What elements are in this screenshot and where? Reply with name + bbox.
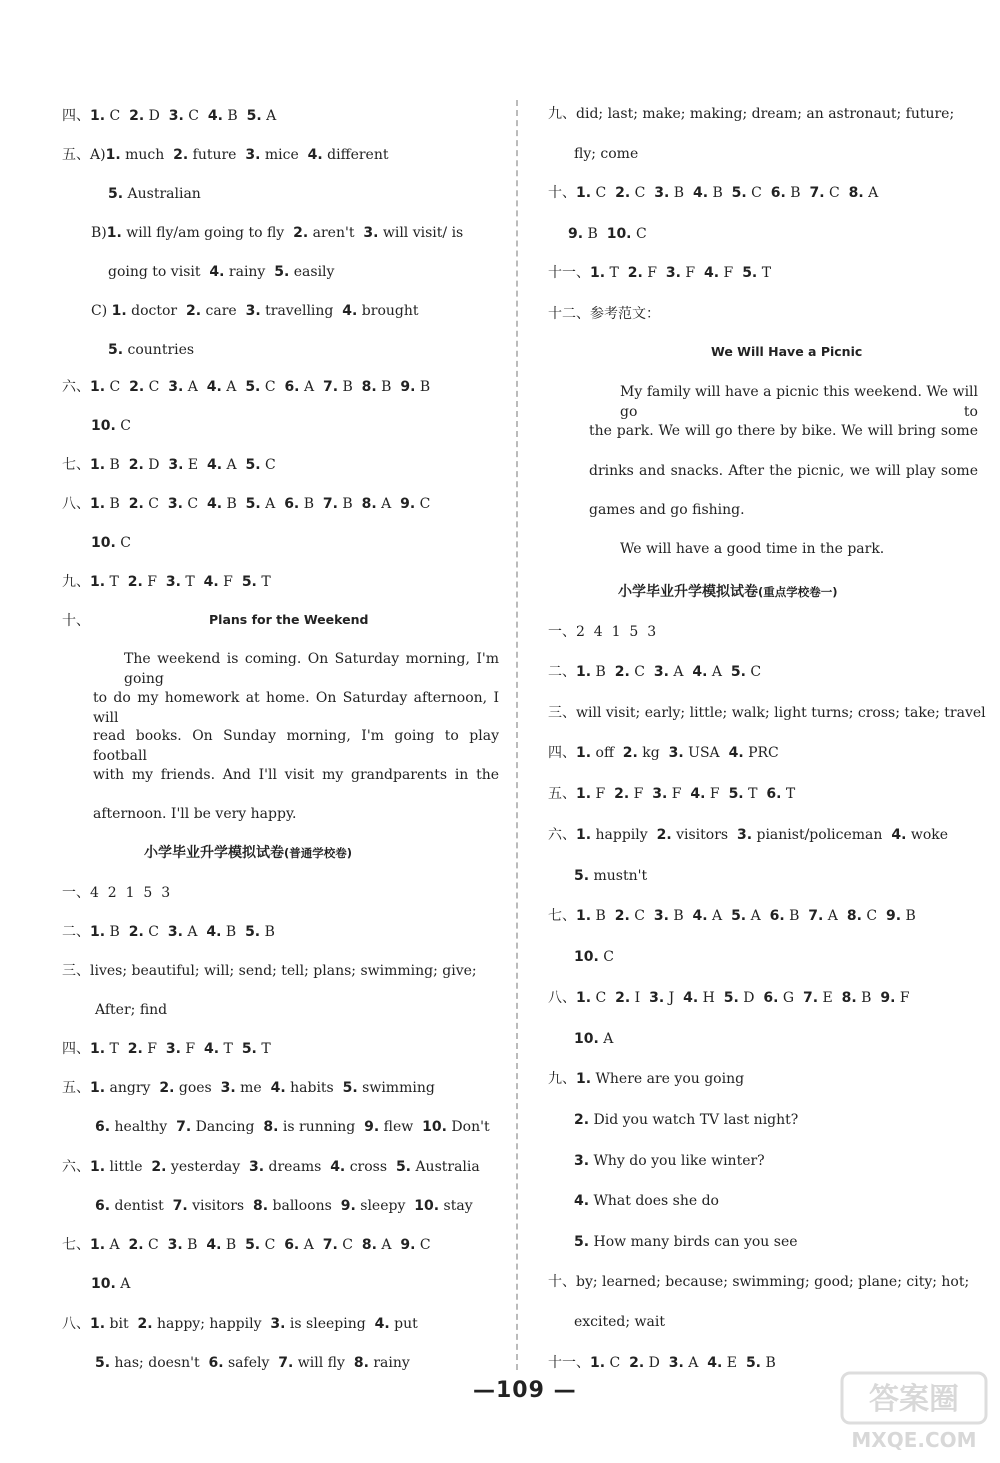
essay-line: We will have a good time in the park.	[620, 541, 885, 557]
answer-line: 6. dentist 7. visitors 8. balloons 9. sleepy 10. stay	[95, 1198, 473, 1214]
answer-line: 4. What does she do	[574, 1193, 719, 1209]
answer-line: 七、1. B 2. C 3. B 4. A 5. A 6. B 7. A 8. C 9. B	[548, 908, 916, 924]
answer-line: 十、1. C 2. C 3. B 4. B 5. C 6. B 7. C 8. A	[548, 185, 879, 201]
essay-title: We Will Have a Picnic	[711, 344, 863, 359]
answer-line: 5. How many birds can you see	[574, 1234, 798, 1250]
answer-line: 3. Why do you like winter?	[574, 1153, 765, 1169]
essay-title: Plans for the Weekend	[209, 612, 369, 627]
page-number: —109 —	[473, 1378, 577, 1403]
answer-line: 一、2 4 1 5 3	[548, 624, 657, 640]
answer-line: 10. A	[574, 1031, 614, 1047]
essay-line: games and go fishing.	[589, 502, 745, 518]
section-title: 小学毕业升学模拟试卷(重点学校卷一)	[618, 584, 838, 600]
essay-line: The weekend is coming. On Saturday morning, I'm going	[124, 651, 499, 687]
answer-line: going to visit 4. rainy 5. easily	[108, 264, 335, 280]
answer-line: 九、1. Where are you going	[548, 1071, 745, 1087]
answer-line: 七、1. B 2. D 3. E 4. A 5. C	[62, 457, 276, 473]
essay-line: read books. On Sunday morning, I'm going to play football	[93, 728, 499, 764]
answer-line: 十二、参考范文：	[548, 306, 660, 322]
answer-line: 六、1. happily 2. visitors 3. pianist/policeman 4. woke	[548, 827, 949, 843]
essay-line: My family will have a picnic this weekend. We will go to	[620, 384, 978, 420]
watermark-logo	[834, 1367, 994, 1457]
answer-line: B)1. will fly/am going to fly 2. aren't 3. will visit/ is	[91, 225, 464, 241]
answer-line: 6. healthy 7. Dancing 8. is running 9. flew 10. Don't	[95, 1119, 490, 1135]
answer-line: 10. C	[91, 418, 131, 434]
answer-line: C) 1. doctor 2. care 3. travelling 4. brought	[91, 303, 419, 319]
column-divider	[516, 100, 518, 1370]
svg-text:答案圈: 答案圈	[869, 1382, 959, 1417]
essay-line: drinks and snacks. After the picnic, we will play some	[589, 463, 978, 479]
answer-line: 八、1. C 2. I 3. J 4. H 5. D 6. G 7. E 8. B 9. F	[548, 990, 910, 1006]
answer-line: 九、1. T 2. F 3. T 4. F 5. T	[62, 574, 271, 590]
essay-line: with my friends. And I'll visit my grandparents in the	[93, 767, 499, 783]
svg-text:MXQE.COM: MXQE.COM	[851, 1428, 977, 1452]
answer-line: 八、1. B 2. C 3. C 4. B 5. A 6. B 7. B 8. A 9. C	[62, 496, 431, 512]
answer-line: 六、1. C 2. C 3. A 4. A 5. C 6. A 7. B 8. B 9. B	[62, 379, 431, 395]
answer-line: 六、1. little 2. yesterday 3. dreams 4. cross 5. Australia	[62, 1159, 480, 1175]
answer-line: 2. Did you watch TV last night?	[574, 1112, 799, 1128]
answer-line: 一、4 2 1 5 3	[62, 885, 171, 901]
answer-line: After; find	[95, 1002, 168, 1018]
answer-line: 九、did; last; make; making; dream; an astronaut; future;	[548, 106, 955, 122]
answer-line: excited; wait	[574, 1314, 665, 1330]
answer-line: 四、1. C 2. D 3. C 4. B 5. A	[62, 108, 277, 124]
answer-line: 三、will visit; early; little; walk; light turns; cross; take; travel	[548, 705, 986, 721]
section-title: 小学毕业升学模拟试卷(普通学校卷)	[144, 845, 353, 861]
answer-line: 三、lives; beautiful; will; send; tell; plans; swimming; give;	[62, 963, 477, 979]
answer-line: 七、1. A 2. C 3. B 4. B 5. C 6. A 7. C 8. A 9. C	[62, 1237, 431, 1253]
answer-line: 5. countries	[108, 342, 195, 358]
answer-line: 四、1. T 2. F 3. F 4. T 5. T	[62, 1041, 271, 1057]
answer-line: 十一、1. C 2. D 3. A 4. E 5. B	[548, 1355, 776, 1371]
answer-line: 10. C	[574, 949, 614, 965]
answer-line: 5. has; doesn't 6. safely 7. will fly 8. rainy	[95, 1355, 410, 1371]
essay-line: the park. We will go there by bike. We will bring some	[589, 423, 978, 439]
essay-line: afternoon. I'll be very happy.	[93, 806, 297, 822]
answer-line: 十一、1. T 2. F 3. F 4. F 5. T	[548, 265, 772, 281]
answer-line: 五、1. angry 2. goes 3. me 4. habits 5. swimming	[62, 1080, 435, 1096]
answer-line: 5. mustn't	[574, 868, 648, 884]
answer-line: 十、by; learned; because; swimming; good; plane; city; hot;	[548, 1274, 970, 1290]
answer-line: 八、1. bit 2. happy; happily 3. is sleeping 4. put	[62, 1316, 418, 1332]
answer-line: 5. Australian	[108, 186, 201, 202]
answer-line: 10. A	[91, 1276, 131, 1292]
essay-line: to do my homework at home. On Saturday afternoon, I will	[93, 690, 499, 726]
answer-line: 二、1. B 2. C 3. A 4. B 5. B	[62, 924, 275, 940]
answer-line: 五、1. F 2. F 3. F 4. F 5. T 6. T	[548, 786, 796, 802]
answer-line: 四、1. off 2. kg 3. USA 4. PRC	[548, 745, 779, 761]
answer-line: 五、A)1. much 2. future 3. mice 4. different	[62, 147, 389, 163]
answer-line: 十、	[62, 613, 90, 629]
answer-line: fly; come	[574, 146, 639, 162]
answer-line: 二、1. B 2. C 3. A 4. A 5. C	[548, 664, 762, 680]
answer-line: 10. C	[91, 535, 131, 551]
answer-line: 9. B 10. C	[568, 226, 647, 242]
